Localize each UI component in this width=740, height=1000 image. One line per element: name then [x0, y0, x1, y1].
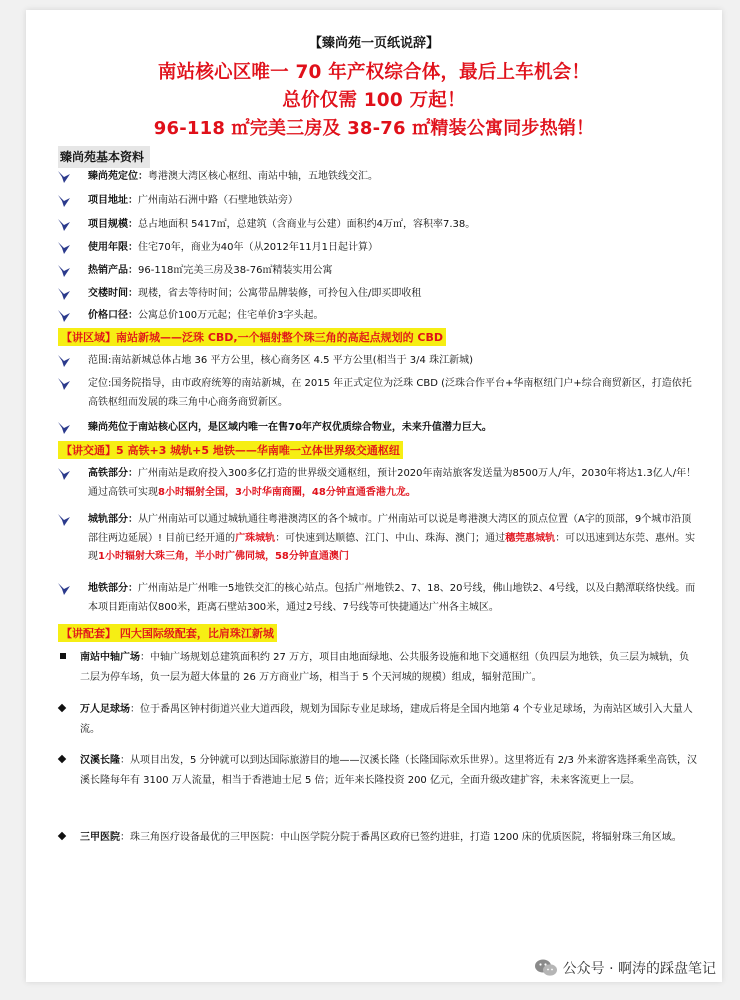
basic-item-scale — [58, 216, 698, 235]
facility-item-chimelong — [58, 751, 698, 791]
basic-item-positioning — [58, 168, 698, 187]
traffic-item-metro — [58, 580, 698, 617]
item-text: 粤港澳大湾区核心枢纽、南站中轴，五地铁线交汇。 — [148, 171, 378, 182]
arrow-bullet-icon — [58, 265, 70, 277]
area-position-text: 定位:国务院指导，由市政府统筹的南站新城，在 2015 年正式定位为泛珠 CBD (泛珠合作平台+华南枢纽门户+综合商贸新区，打造依托高铁枢纽而发展的珠三角中心商务商贸新区。 — [88, 378, 692, 408]
arrow-bullet-icon — [58, 583, 70, 595]
traffic-item-intercity — [58, 511, 698, 567]
area-scope-text: 范围:南站新城总体占地 36 平方公里，核心商务区 4.5 平方公里(相当于 3/4 珠江新城) — [88, 355, 473, 366]
intercity-highlight-1: 广珠城轨 — [235, 532, 276, 544]
item-label: 交楼时间： — [88, 288, 138, 299]
arrow-bullet-icon — [58, 219, 70, 231]
item-text: 现楼，省去等待时间；公寓带品牌装修，可拎包入住/即买即收租 — [138, 288, 422, 299]
arrow-bullet-icon — [58, 288, 70, 300]
arrow-bullet-icon — [58, 422, 70, 434]
metro-text: 广州南站是广州唯一5地铁交汇的核心站点。包括广州地铁2、7、18、20号线，佛山地铁2、4号线，以及白鹅潭联络快线。而本项目距南站仅800米，距离石壁站300米，通过2号线、7号线等可快捷通达广州各主城区。 — [88, 583, 696, 613]
arrow-bullet-icon — [58, 171, 70, 183]
arrow-bullet-icon — [58, 242, 70, 254]
item-label: 使用年限： — [88, 242, 138, 253]
wechat-icon — [535, 959, 557, 977]
basic-item-price — [58, 307, 698, 326]
hospital-label: 三甲医院 — [80, 832, 120, 843]
rail-text: 广州南站是政府投入300多亿打造的世界级交通枢纽，预计2020年南站旅客发送量为8500万人/年，2030年将达1.3亿人/年！通过高铁可实现 — [88, 468, 697, 498]
rail-label: 高铁部分： — [88, 468, 138, 479]
arrow-bullet-icon — [58, 378, 70, 390]
area-banner: 【讲区域】南站新城——泛珠 CBD,一个辐射整个珠三角的高起点规划的 CBD — [58, 328, 446, 346]
basic-item-delivery — [58, 285, 698, 304]
facility-item-stadium — [58, 700, 698, 740]
facility-item-plaza — [58, 648, 698, 688]
item-text: 96-118㎡完美三房及38-76㎡精装实用公寓 — [138, 265, 333, 276]
metro-label: 地铁部分： — [88, 583, 138, 594]
item-label: 项目规模： — [88, 219, 138, 230]
item-label: 臻尚苑定位： — [88, 171, 148, 182]
basic-item-term — [58, 239, 698, 258]
chimelong-text: ：从项目出发，5 分钟就可以到达国际旅游目的地——汉溪长隆（长隆国际欢乐世界）。这里将近有 2/3 外来游客选择乘坐高铁，汉溪长隆每年有 3100 万人流量，相当于香港迪士尼 5 倍；近年来长隆投资 200 亿元，全面升级改建扩容，未来客流更上一层。 — [80, 755, 697, 786]
traffic-item-rail — [58, 465, 698, 502]
arrow-bullet-icon — [58, 468, 70, 480]
diamond-bullet-icon — [58, 832, 66, 840]
basic-item-address — [58, 192, 698, 211]
wechat-watermark — [535, 958, 716, 978]
intercity-highlight-3: 1小时辐射大珠三角，半小时广佛同城，58分钟直通澳门 — [98, 551, 349, 562]
arrow-bullet-icon — [58, 195, 70, 207]
watermark-text: 公众号 · 啊涛的踩盘笔记 — [562, 961, 716, 977]
diamond-bullet-icon — [58, 755, 66, 763]
item-label: 价格口径： — [88, 310, 138, 321]
basic-item-products — [58, 262, 698, 281]
item-label: 项目地址： — [88, 195, 138, 206]
headline-line-3: 96-118 ㎡完美三房及 38-76 ㎡精装公寓同步热销！ — [153, 118, 595, 139]
intercity-highlight-2: 穗莞惠城轨 — [505, 532, 556, 544]
plaza-text: ：中轴广场规划总建筑面积约 27 万方，项目由地面绿地、公共服务设施和地下交通枢纽（负四层为地铁，负三层为城轨，负二层为停车场，负一层为超大体量的 26 万方商业广场，相当于 5 个天河城的规模）组成，辐射范围广。 — [80, 652, 690, 683]
stadium-text: ：位于番禺区钟村街道兴业大道西段，规划为国际专业足球场，建成后将是全国内地第 4 个专业足球场，为南站区域引入大量人流。 — [80, 704, 693, 735]
diamond-bullet-icon — [58, 704, 66, 712]
square-bullet-icon — [60, 653, 66, 659]
area-item-scope — [58, 352, 698, 371]
item-text: 住宅70年，商业为40年（从2012年11月1日起计算） — [138, 242, 378, 253]
rail-highlight: 8小时辐射全国，3小时华南商圈，48分钟直通香港九龙。 — [158, 486, 416, 498]
arrow-bullet-icon — [58, 310, 70, 322]
basic-info-heading: 臻尚苑基本资料 — [58, 146, 150, 168]
hospital-text: ：珠三角医疗设备最优的三甲医院：中山医学院分院于番禺区政府已签约进驻，打造 1200 床的优质医院，将辐射珠三角区域。 — [120, 832, 682, 843]
item-text: 公寓总价100万元起；住宅单价3字头起。 — [138, 310, 324, 321]
item-text: 广州南站石洲中路（石壁地铁站旁） — [138, 195, 298, 206]
item-label: 热销产品： — [88, 265, 138, 276]
facility-item-hospital — [58, 828, 698, 848]
headline-line-2: 总价仅需 100 万起！ — [282, 90, 466, 111]
plaza-label: 南站中轴广场 — [80, 652, 140, 663]
stadium-label: 万人足球场 — [80, 704, 130, 715]
arrow-bullet-icon — [58, 355, 70, 367]
area-item-position — [58, 375, 698, 412]
area-item-project — [58, 419, 698, 438]
intercity-text-3: ：可以迅速到达东莞、惠州。实现 — [88, 532, 696, 562]
item-text: 总占地面积 5417㎡，总建筑（含商业与公建）面积约4万㎡，容积率7.38。 — [138, 219, 476, 230]
area-project-text: 臻尚苑位于南站核心区内，是区域内唯一在售70年产权优质综合物业，未来升值潜力巨大。 — [88, 422, 492, 433]
intercity-label: 城轨部分： — [88, 514, 138, 525]
traffic-banner: 【讲交通】5 高铁+3 城轨+5 地铁——华南唯一立体世界级交通枢纽 — [58, 441, 403, 459]
headline-line-1: 南站核心区唯一 70 年产权综合体，最后上车机会！ — [157, 62, 591, 83]
intercity-text-1: 从广州南站可以通过城轨通往粤港澳湾区的各个城市。广州南站可以说是粤港澳大湾区的顶点位置（A字的顶部，9个城市沿顶部往两边延展）! 目前已经开通的 — [88, 514, 692, 544]
document-page — [26, 10, 722, 982]
doc-title: 【臻尚苑一页纸说辞】 — [308, 36, 439, 51]
intercity-text-2: ：可快速到达顺德、江门、中山、珠海、澳门；通过 — [275, 532, 506, 544]
arrow-bullet-icon — [58, 514, 70, 526]
facility-banner: 【讲配套】 四大国际级配套，比肩珠江新城 — [58, 624, 277, 642]
chimelong-label: 汉溪长隆 — [80, 755, 120, 766]
